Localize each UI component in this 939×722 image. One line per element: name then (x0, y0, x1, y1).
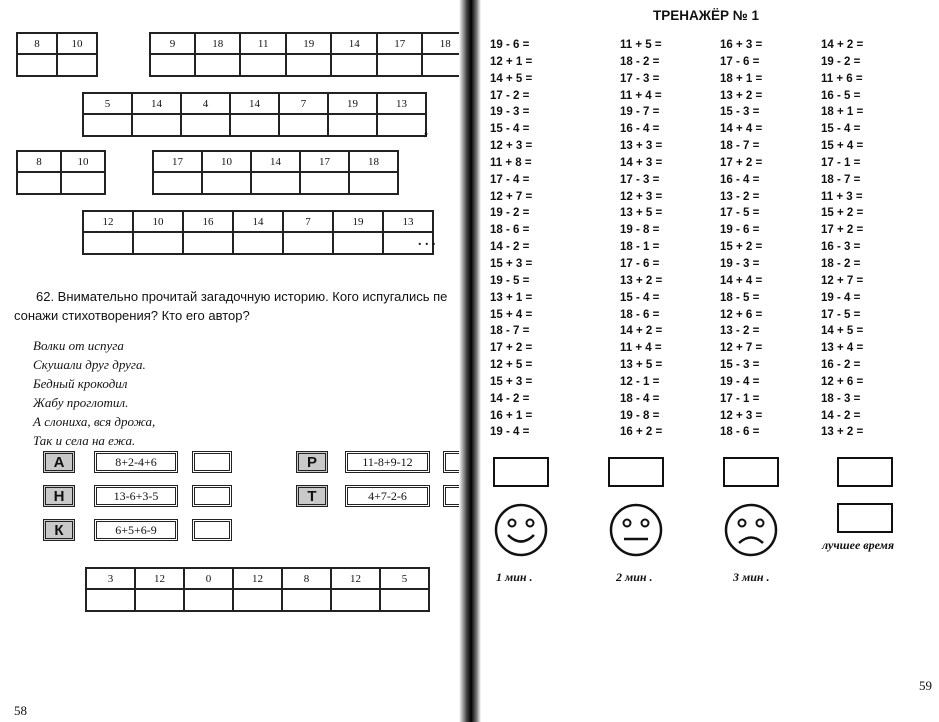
exercise-item: 15 + 2 = (720, 241, 763, 254)
exercise-item: 16 - 3 = (821, 241, 861, 254)
exercise-item: 17 - 6 = (620, 257, 660, 270)
answer-cell[interactable] (202, 172, 251, 194)
neutral-face-icon (608, 502, 664, 558)
exercise-column (620, 37, 662, 441)
exercise-item: 16 - 5 = (821, 89, 861, 102)
table-answer (85, 567, 430, 612)
table-cell: 9 (150, 33, 195, 54)
answer-cell[interactable] (283, 232, 333, 254)
letter-r: Р (296, 451, 328, 473)
exercise-item: 15 + 3 = (490, 375, 533, 388)
table-cell: 13 (377, 93, 426, 114)
poem-line: Бедный крокодил (33, 376, 128, 391)
exercise-item: 14 + 2 = (821, 39, 864, 51)
exercise-item: 16 - 4 = (720, 173, 760, 186)
exercise-item: 15 - 4 = (620, 291, 660, 304)
time-box-3[interactable] (723, 457, 779, 487)
exercise-item: 19 - 8 = (620, 409, 660, 422)
answer-cell[interactable] (17, 172, 61, 194)
exercise-item: 13 + 5 = (620, 207, 663, 220)
exercise-item: 16 + 2 = (620, 426, 663, 439)
exercise-item: 12 + 6 = (821, 375, 864, 388)
exercise-item: 18 - 5 = (720, 291, 760, 304)
exercise-item: 14 - 2 = (821, 409, 861, 422)
table-cell: 7 (283, 211, 333, 232)
exercise-item: 14 + 4 = (720, 274, 763, 287)
exercise-column (720, 37, 762, 441)
answer-cell[interactable] (86, 589, 135, 611)
exercise-item: 16 + 1 = (490, 409, 533, 422)
answer-cell[interactable] (61, 172, 105, 194)
exercise-item: 12 - 1 = (620, 375, 660, 388)
exercise-item: 15 + 4 = (821, 140, 864, 153)
table-cell: 10 (133, 211, 183, 232)
exercise-item: 18 - 7 = (490, 325, 530, 338)
exercise-item: 19 - 8 = (620, 224, 660, 237)
exercise-item: 12 + 6 = (720, 308, 763, 321)
table-cell: 5 (380, 568, 429, 589)
table-cell: 10 (57, 33, 97, 54)
expr-t: 4+7-2-6 (345, 485, 430, 507)
exercise-item: 15 - 4 = (821, 123, 861, 136)
expr-n: 13-6+3-5 (94, 485, 178, 507)
book-spine (459, 0, 481, 722)
exercise-item: 13 + 3 = (620, 140, 663, 153)
table-cell: 14 (230, 93, 279, 114)
table-cell: 19 (328, 93, 377, 114)
exercise-item: 15 - 3 = (720, 359, 760, 372)
exercise-item: 15 - 3 = (720, 106, 760, 119)
exercise-item: 17 + 2 = (490, 342, 533, 355)
table-cell: 8 (17, 151, 61, 172)
answer-cell[interactable] (181, 114, 230, 136)
letter-k: К (43, 519, 75, 541)
table-cell: 4 (181, 93, 230, 114)
poem-line: Скушали друг друга. (33, 357, 146, 372)
exercise-item: 12 + 5 = (490, 359, 533, 372)
time-label-3: 3 мин . (733, 570, 770, 584)
table-cell: 14 (233, 211, 283, 232)
exercise-item: 18 - 2 = (821, 257, 861, 270)
exercise-item: 19 - 6 = (490, 39, 530, 51)
exercise-item: 13 + 4 = (821, 342, 864, 355)
table-3b (152, 150, 399, 195)
exercise-item: 15 + 4 = (490, 308, 533, 321)
answer-cell[interactable] (251, 172, 300, 194)
task-62 (14, 287, 466, 325)
exercise-item: 15 + 2 = (821, 207, 864, 220)
task-62-line2: сонажи стихотворения? Кто его автор? (14, 308, 250, 323)
exercise-item: 17 - 2 = (490, 89, 530, 102)
time-box-4[interactable] (837, 457, 893, 487)
exercise-item: 18 - 7 = (821, 173, 861, 186)
exercise-item: 12 + 1 = (490, 55, 533, 68)
time-label-2: 2 мин . (616, 570, 653, 584)
table-cell: 13 (383, 211, 433, 232)
answer-cell[interactable] (133, 232, 183, 254)
exercise-item: 14 + 2 = (620, 325, 663, 338)
table-cell: 14 (251, 151, 300, 172)
expr-r: 11-8+9-12 (345, 451, 430, 473)
table-cell: 17 (300, 151, 349, 172)
poem-line: Так и села на ежа. (33, 433, 136, 448)
task-62-line1: 62. Внимательно прочитай загадочную историю. Кого испугались пе (36, 289, 448, 304)
answer-cell[interactable] (57, 54, 97, 76)
answer-cell[interactable] (331, 54, 377, 76)
answer-cell[interactable] (233, 589, 282, 611)
answer-k-box[interactable] (192, 519, 232, 541)
exercise-item: 13 - 2 = (720, 190, 760, 203)
exercise-column (490, 37, 532, 441)
answer-cell[interactable] (135, 589, 184, 611)
exercise-item: 17 - 3 = (620, 72, 660, 85)
poem (33, 336, 155, 450)
exercise-item: 12 + 3 = (490, 140, 533, 153)
exercise-item: 18 - 2 = (620, 55, 660, 68)
answer-cell[interactable] (328, 114, 377, 136)
exercise-item: 14 + 4 = (720, 123, 763, 136)
table-cell: 17 (377, 33, 423, 54)
exercise-item: 18 + 1 = (720, 72, 763, 85)
table-3a (16, 150, 106, 195)
exercise-item: 19 - 5 = (490, 274, 530, 287)
exercise-item: 17 - 1 = (720, 392, 760, 405)
poem-title: Волки от испуга (33, 338, 124, 353)
letter-t: Т (296, 485, 328, 507)
table-cell: 18 (195, 33, 241, 54)
table-cell: 8 (282, 568, 331, 589)
exercise-item: 12 + 3 = (620, 190, 663, 203)
table-cell: 17 (153, 151, 202, 172)
exercise-item: 18 - 6 = (620, 308, 660, 321)
table-cell: 12 (331, 568, 380, 589)
exercise-item: 18 - 3 = (821, 392, 861, 405)
table-cell: 3 (86, 568, 135, 589)
answer-cell[interactable] (300, 172, 349, 194)
answer-cell[interactable] (333, 232, 383, 254)
best-time-label: лучшее время (822, 538, 895, 552)
table-cell: 18 (349, 151, 398, 172)
answer-cell[interactable] (377, 114, 426, 136)
table-cell: 0 (184, 568, 233, 589)
exercise-item: 14 + 3 = (620, 156, 663, 169)
page-title: ТРЕНАЖЁР № 1 (653, 8, 760, 23)
time-box-1[interactable] (493, 457, 549, 487)
exercise-item: 18 - 1 = (620, 241, 660, 254)
answer-cell[interactable] (380, 589, 429, 611)
exercise-item: 13 + 2 = (821, 426, 864, 439)
exercise-item: 13 + 2 = (720, 89, 763, 102)
answer-cell[interactable] (349, 172, 398, 194)
table-cell: 12 (135, 568, 184, 589)
exercise-item: 19 - 4 = (821, 291, 861, 304)
table-cell: 8 (17, 33, 57, 54)
exercise-item: 11 + 8 = (490, 156, 532, 169)
answer-cell[interactable] (83, 232, 133, 254)
table-1a (16, 32, 98, 77)
answer-cell[interactable] (153, 172, 202, 194)
exercise-item: 19 - 4 = (490, 426, 530, 439)
table-cell: 10 (202, 151, 251, 172)
poem-line: Жабу проглотил. (33, 395, 129, 410)
exercise-item: 18 - 7 = (720, 140, 760, 153)
exercise-item: 19 - 6 = (720, 224, 760, 237)
exercise-item: 18 - 6 = (720, 426, 760, 439)
table-cell: 7 (279, 93, 328, 114)
answer-cell[interactable] (233, 232, 283, 254)
answer-cell[interactable] (17, 54, 57, 76)
exercise-column (821, 37, 863, 441)
exercise-item: 11 + 4 = (620, 89, 662, 102)
exercise-item: 18 - 6 = (490, 224, 530, 237)
comma-mark: , (424, 122, 428, 139)
answer-cell[interactable] (184, 589, 233, 611)
page-number-59: 59 (919, 678, 932, 693)
exercise-item: 12 + 7 = (821, 274, 864, 287)
exercise-item: 16 - 4 = (620, 123, 660, 136)
table-cell: 19 (286, 33, 332, 54)
exercise-item: 18 - 4 = (620, 392, 660, 405)
exercise-item: 13 - 2 = (720, 325, 760, 338)
answer-cell[interactable] (132, 114, 181, 136)
table-cell: 19 (333, 211, 383, 232)
answer-cell[interactable] (240, 54, 285, 76)
poem-line: А слониха, вся дрожа, (33, 414, 156, 429)
letter-n: Н (43, 485, 75, 507)
answer-cell[interactable] (377, 54, 423, 76)
exercise-item: 17 + 2 = (720, 156, 763, 169)
table-cell: 11 (240, 33, 285, 54)
exercise-item: 17 - 3 = (620, 173, 660, 186)
exercise-item: 13 + 1 = (490, 291, 533, 304)
exercise-item: 17 - 5 = (821, 308, 861, 321)
table-cell: 12 (233, 568, 282, 589)
table-1b (149, 32, 469, 77)
exercise-item: 12 + 7 = (490, 190, 533, 203)
exercise-item: 13 + 5 = (620, 359, 663, 372)
exercise-item: 16 + 3 = (720, 39, 763, 51)
table-4 (82, 210, 434, 255)
exercise-item: 11 + 3 = (821, 190, 863, 203)
answer-a-box[interactable] (192, 451, 232, 473)
table-cell: 14 (331, 33, 377, 54)
exercise-item: 16 - 2 = (821, 359, 861, 372)
table-cell: 18 (422, 33, 468, 54)
page-number-58: 58 (14, 703, 27, 718)
exercise-item: 17 - 6 = (720, 55, 760, 68)
answer-cell[interactable] (331, 589, 380, 611)
time-box-2[interactable] (608, 457, 664, 487)
table-cell: 12 (83, 211, 133, 232)
answer-cell[interactable] (183, 232, 233, 254)
exercise-item: 14 + 5 = (821, 325, 864, 338)
exercise-item: 17 - 4 = (490, 173, 530, 186)
table-2 (82, 92, 427, 137)
table-cell: 14 (132, 93, 181, 114)
answer-n-box[interactable] (192, 485, 232, 507)
expr-a: 8+2-4+6 (94, 451, 178, 473)
sad-face-icon (723, 502, 779, 558)
answer-cell[interactable] (279, 114, 328, 136)
answer-cell[interactable] (195, 54, 241, 76)
answer-cell[interactable] (150, 54, 195, 76)
exercise-item: 19 - 2 = (821, 55, 861, 68)
exercise-item: 11 + 6 = (821, 72, 863, 85)
exercise-item: 19 - 3 = (490, 106, 530, 119)
exercise-item: 19 - 7 = (620, 106, 660, 119)
exercise-item: 14 + 5 = (490, 72, 533, 85)
happy-face-icon (493, 502, 549, 558)
time-label-1: 1 мин . (496, 570, 533, 584)
exercise-item: 15 + 3 = (490, 257, 533, 270)
exercise-item: 18 + 1 = (821, 106, 864, 119)
exercise-item: 11 + 5 = (620, 39, 662, 51)
best-time-box[interactable] (837, 503, 893, 533)
expr-k: 6+5+6-9 (94, 519, 178, 541)
letter-a: А (43, 451, 75, 473)
table-cell: 10 (61, 151, 105, 172)
exercise-item: 15 - 4 = (490, 123, 530, 136)
exercise-item: 17 + 2 = (821, 224, 864, 237)
answer-cell[interactable] (230, 114, 279, 136)
table-cell: 5 (83, 93, 132, 114)
table-cell: 16 (183, 211, 233, 232)
exercise-item: 11 + 4 = (620, 342, 662, 355)
exercise-item: 19 - 3 = (720, 257, 760, 270)
exercise-item: 12 + 7 = (720, 342, 763, 355)
exercise-item: 19 - 4 = (720, 375, 760, 388)
exercise-item: 12 + 3 = (720, 409, 763, 422)
answer-cell[interactable] (282, 589, 331, 611)
answer-cell[interactable] (286, 54, 332, 76)
exercise-item: 13 + 2 = (620, 274, 663, 287)
answer-cell[interactable] (83, 114, 132, 136)
ellipsis-mark: . . . (418, 234, 436, 249)
exercise-item: 14 - 2 = (490, 392, 530, 405)
exercise-item: 14 - 2 = (490, 241, 530, 254)
exercise-item: 17 - 5 = (720, 207, 760, 220)
exercise-item: 17 - 1 = (821, 156, 861, 169)
exercise-item: 19 - 2 = (490, 207, 530, 220)
